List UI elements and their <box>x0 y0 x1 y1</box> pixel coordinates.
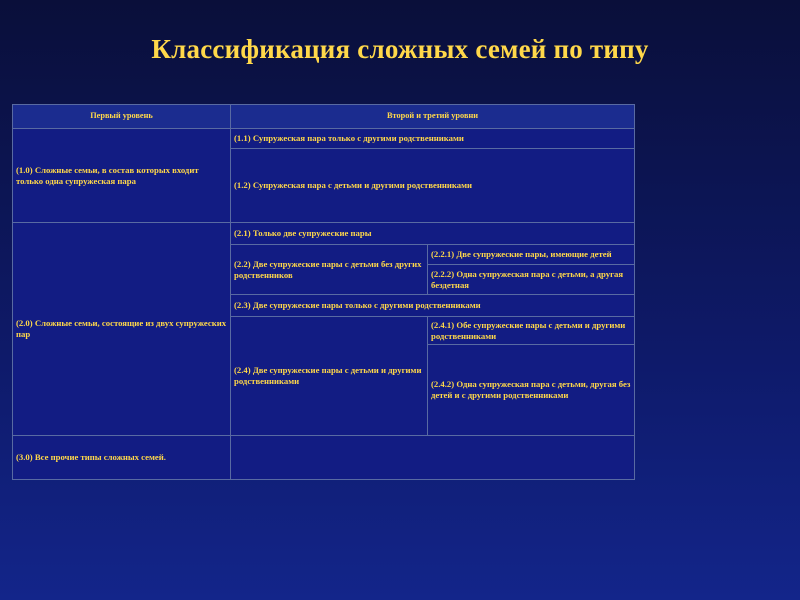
cell-2-4-1: (2.4.1) Обе супружеские пары с детьми и другими родственниками <box>428 317 635 345</box>
cell-2-2-2: (2.2.2) Одна супружеская пара с детьми, а другая бездетная <box>428 265 635 295</box>
table-row <box>13 436 635 480</box>
classification-table <box>12 104 635 480</box>
cell-2-1: (2.1) Только две супружеские пары <box>231 223 635 245</box>
cell-1-0: (1.0) Сложные семьи, в состав которых входит только одна супружеская пара <box>13 129 231 223</box>
cell-2-2-1: (2.2.1) Две супружеские пары, имеющие детей <box>428 245 635 265</box>
cell-2-3: (2.3) Две супружеские пары только с другими родственниками <box>231 295 635 317</box>
header-first-level: Первый уровень <box>13 105 231 129</box>
cell-3-0: (3.0) Все прочие типы сложных семей. <box>13 436 231 480</box>
cell-2-4: (2.4) Две супружеские пары с детьми и другими родственниками <box>231 317 428 436</box>
cell-1-1: (1.1) Супружеская пара только с другими родственниками <box>231 129 635 149</box>
table-row <box>13 223 635 245</box>
cell-3-0-empty <box>231 436 635 480</box>
table-header-row <box>13 105 635 129</box>
cell-2-2: (2.2) Две супружеские пары с детьми без других родственников <box>231 245 428 295</box>
slide-title: Классификация сложных семей по типу <box>151 34 649 64</box>
cell-1-2: (1.2) Супружеская пара с детьми и другими родственниками <box>231 149 635 223</box>
cell-2-0: (2.0) Сложные семьи, состоящие из двух супружеских пар <box>13 223 231 436</box>
header-second-third-level: Второй и третий уровни <box>231 105 635 129</box>
cell-2-4-2: (2.4.2) Одна супружеская пара с детьми, другая без детей и с другими родственниками <box>428 345 635 436</box>
table-row <box>13 129 635 149</box>
